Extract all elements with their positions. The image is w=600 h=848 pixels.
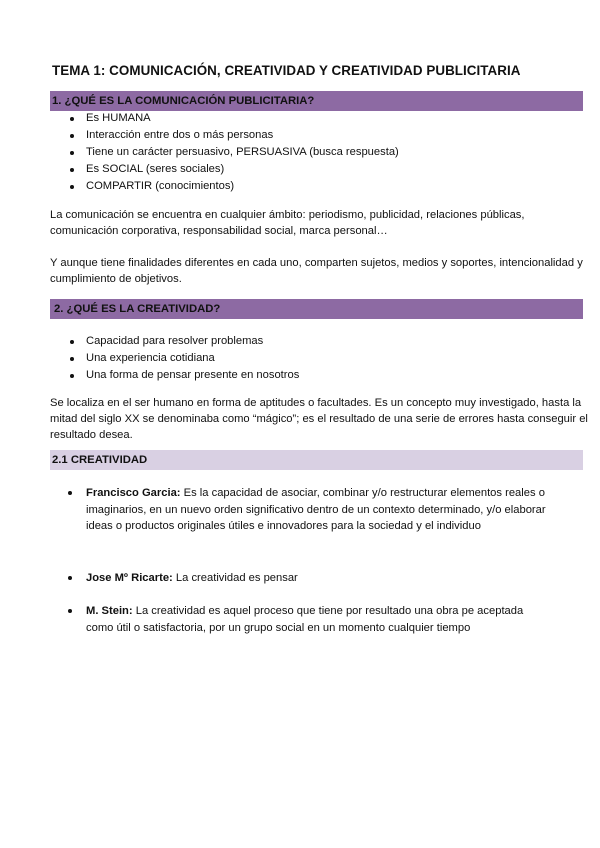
section1-paragraph-2: Y aunque tiene finalidades diferentes en cada uno, comparten sujetos, medios y soportes, intencionalidad y cumplimiento de objetivos. (50, 257, 583, 285)
definition-item (68, 603, 548, 636)
list-item: Una forma de pensar presente en nosotros (70, 367, 299, 384)
definition-item (68, 570, 548, 587)
definition-author: Francisco Garcia: (86, 487, 181, 499)
section-heading-creatividad: 2. ¿QUÉ ES LA CREATIVIDAD? (50, 299, 583, 319)
list-item: COMPARTIR (conocimientos) (70, 178, 399, 195)
document-title: TEMA 1: COMUNICACIÓN, CREATIVIDAD Y CREATIVIDAD PUBLICITARIA (52, 63, 521, 78)
list-item: Interacción entre dos o más personas (70, 127, 399, 144)
definition-text: Es la capacidad de asociar, combinar y/o restructurar elementos reales o imaginarios, en un nuevo orden significativo dentro de un contexto determinado, y/o elaborar ideas o productos originales útiles e innovadores para la sociedad y el individuo (86, 487, 546, 532)
list-item: Es SOCIAL (seres sociales) (70, 161, 399, 178)
list-item: Capacidad para resolver problemas (70, 333, 299, 350)
section1-paragraph-1: La comunicación se encuentra en cualquier ámbito: periodismo, publicidad, relaciones públicas, comunicación corporativa, responsabilidad social, marca personal… (50, 209, 525, 237)
section2-paragraph: Se localiza en el ser humano en forma de aptitudes o facultades. Es un concepto muy investigado, hasta la mitad del siglo XX se denominaba como “mágico”; es el resultado de una serie de errores hasta conseguir el resultado desea. (50, 397, 588, 441)
section1-bullet-list (70, 110, 399, 195)
list-item: Tiene un carácter persuasivo, PERSUASIVA (busca respuesta) (70, 144, 399, 161)
definition-text: La creatividad es pensar (172, 572, 298, 584)
definition-list (68, 485, 548, 535)
section-heading-comunicacion: 1. ¿QUÉ ES LA COMUNICACIÓN PUBLICITARIA? (50, 91, 583, 111)
section2-bullet-list (70, 333, 299, 384)
definition-list (68, 570, 548, 587)
list-item: Es HUMANA (70, 110, 399, 127)
section-heading-creatividad-2-1: 2.1 CREATIVIDAD (50, 450, 583, 470)
definition-item (68, 485, 548, 535)
definition-list (68, 603, 548, 636)
definition-author: Jose Mº Ricarte: (86, 572, 173, 584)
definition-author: M. Stein: (86, 605, 133, 617)
list-item: Una experiencia cotidiana (70, 350, 299, 367)
definition-text: La creatividad es aquel proceso que tiene por resultado una obra pe aceptada como útil o satisfactoria, por un grupo social en un momento cualquier tiempo (86, 605, 524, 634)
